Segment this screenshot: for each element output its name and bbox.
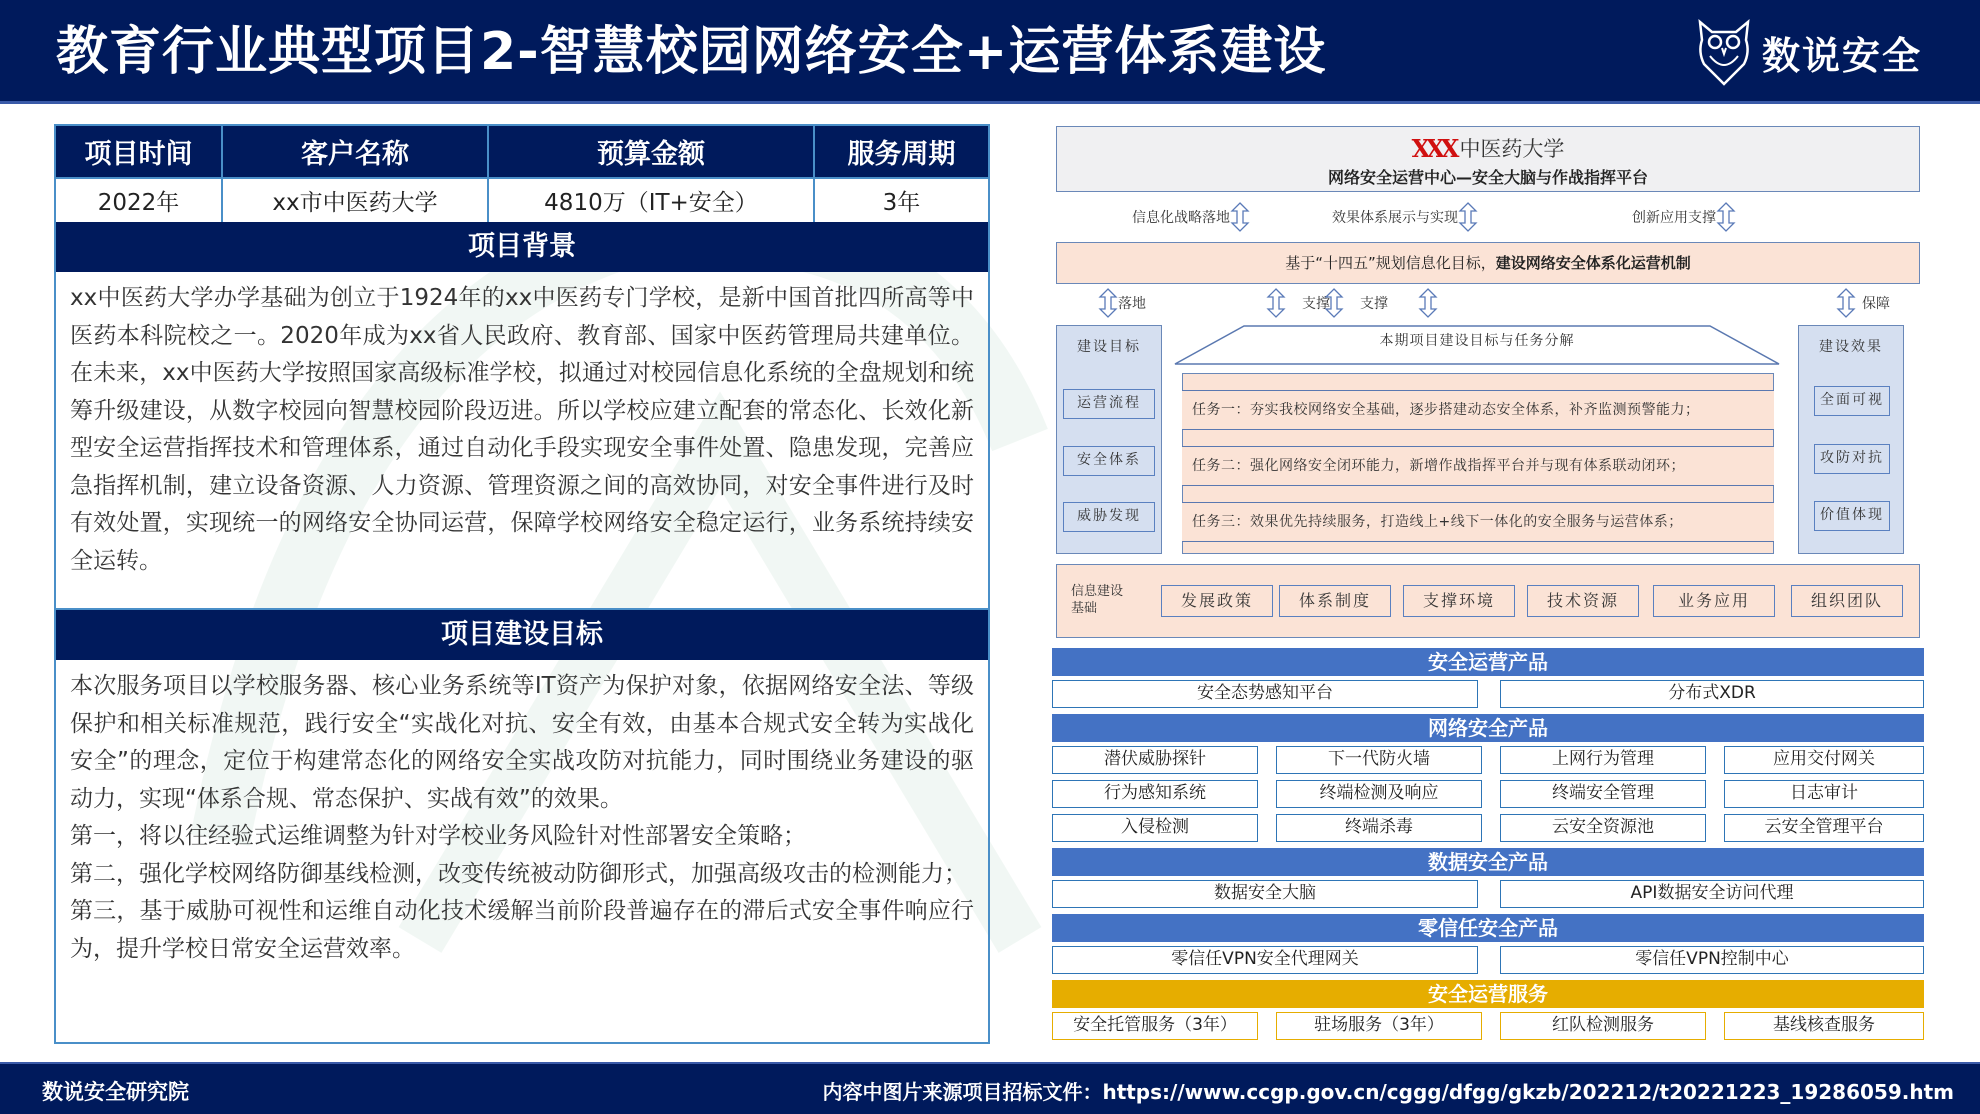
construction-effects-title: 建设效果	[1819, 339, 1883, 355]
arrow-label-text: 效果体系展示与实现	[1332, 210, 1458, 226]
foundation-item: 业务应用	[1653, 585, 1775, 617]
value-service-period: 3年	[814, 178, 988, 222]
project-info-panel	[54, 124, 990, 1044]
arrow-label-text: 创新应用支撑	[1632, 210, 1716, 226]
product-item: 上网行为管理	[1500, 746, 1706, 774]
task-item: 任务三：效果优先持续服务，打造线上+线下一体化的安全服务与运营体系；	[1182, 502, 1774, 542]
header-service-period: 服务周期	[814, 126, 988, 178]
double-arrow-icon	[1098, 288, 1118, 318]
task-item: 任务二：强化网络安全闭环能力，新增作战指挥平台并与现有体系联动闭环；	[1182, 446, 1774, 486]
construction-goals-title: 建设目标	[1077, 339, 1141, 355]
product-item: 终端杀毒	[1276, 814, 1482, 842]
product-item: 行为感知系统	[1052, 780, 1258, 808]
brand-logo	[1696, 18, 1922, 86]
product-item: 云安全管理平台	[1724, 814, 1924, 842]
foundation-item: 发展政策	[1161, 585, 1273, 617]
university-label: 中医药大学	[1459, 137, 1565, 161]
platform-box	[1056, 126, 1920, 192]
product-item: 潜伏威胁探针	[1052, 746, 1258, 774]
goals-paragraph: 第二，强化学校网络防御基线检测，改变传统被动防御形式，加强高级攻击的检测能力；	[70, 860, 967, 887]
product-item: 零信任VPN安全代理网关	[1052, 946, 1478, 974]
construction-effects-column	[1798, 325, 1904, 554]
owl-logo-icon	[1696, 18, 1752, 86]
effect-item: 全面可视	[1814, 386, 1890, 416]
plan-emphasis: 建设网络安全体系化运营机制	[1495, 254, 1691, 272]
double-arrow-icon	[1266, 288, 1286, 318]
construction-goals-column	[1056, 325, 1162, 554]
arrow-support-3	[1418, 288, 1438, 318]
product-item: 数据安全大脑	[1052, 880, 1478, 908]
arrow-innovation	[1632, 202, 1736, 232]
value-budget: 4810万（IT+安全）	[488, 178, 814, 222]
info-foundation-box	[1056, 564, 1920, 638]
arrow-label-text: 信息化战略落地	[1132, 210, 1230, 226]
product-item: 下一代防火墙	[1276, 746, 1482, 774]
university-name	[1057, 133, 1919, 163]
foundation-item: 技术资源	[1527, 585, 1639, 617]
header-budget: 预算金额	[488, 126, 814, 178]
arrow-support-1	[1266, 288, 1330, 318]
product-item: 日志审计	[1724, 780, 1924, 808]
arrow-guarantee	[1836, 288, 1890, 318]
arrow-effect	[1332, 202, 1478, 232]
product-item: 零信任VPN控制中心	[1500, 946, 1924, 974]
page-title: 教育行业典型项目2-智慧校园网络安全+运营体系建设	[56, 22, 1327, 82]
footer-org: 数说安全研究院	[42, 1080, 189, 1104]
arrow-strategy	[1132, 202, 1250, 232]
product-item: 云安全资源池	[1500, 814, 1706, 842]
double-arrow-icon	[1458, 202, 1478, 232]
header-bar	[0, 0, 1980, 104]
header-project-time: 项目时间	[56, 126, 222, 178]
category-ops-services: 安全运营服务	[1052, 980, 1924, 1008]
plan-box	[1056, 242, 1920, 284]
product-item: 应用交付网关	[1724, 746, 1924, 774]
product-item: 终端检测及响应	[1276, 780, 1482, 808]
category-zerotrust-products: 零信任安全产品	[1052, 914, 1924, 942]
foundation-item: 体系制度	[1279, 585, 1391, 617]
footer-bar	[0, 1062, 1980, 1114]
goal-item: 安全体系	[1063, 446, 1155, 476]
product-item: 分布式XDR	[1500, 680, 1924, 708]
background-heading: 项目背景	[56, 222, 988, 272]
service-item: 安全托管服务（3年）	[1052, 1012, 1258, 1040]
arrow-support-2	[1324, 288, 1388, 318]
effect-item: 攻防对抗	[1814, 444, 1890, 474]
category-ops-products: 安全运营产品	[1052, 648, 1924, 676]
double-arrow-icon	[1324, 288, 1344, 318]
project-info-table	[56, 126, 988, 222]
footer-source-link[interactable]: 内容中图片来源项目招标文件：https://www.ccgp.gov.cn/cggg/dfgg/gkzb/202212/t20221223_19286059.htm	[822, 1080, 1954, 1104]
foundation-item: 组织团队	[1791, 585, 1903, 617]
category-network-products: 网络安全产品	[1052, 714, 1924, 742]
arrow-landing	[1098, 288, 1146, 318]
plan-prefix: 基于“十四五”规划信息化目标，	[1285, 254, 1496, 272]
goals-paragraph: 第三，基于威胁可视性和运维自动化技术缓解当前阶段普遍存在的滞后式安全事件响应行为，提升学校日常安全运营效率。	[70, 898, 974, 962]
arrow-label-text: 支撑	[1302, 296, 1330, 312]
effect-item: 价值体现	[1814, 501, 1890, 531]
goal-item: 运营流程	[1063, 389, 1155, 419]
service-item: 基线核查服务	[1724, 1012, 1924, 1040]
goals-paragraph: 本次服务项目以学校服务器、核心业务系统等IT资产为保护对象，依据网络安全法、等级保护和相关标准规范，践行安全“实战化对抗、安全有效，由基本合规式安全转为实战化安全”的理念，定位于构建常态化的网络安全实战攻防对抗能力，同时围绕业务建设的驱动力，实现“体系合规、常态保护、实战有效”的效果。	[70, 673, 974, 812]
task-item: 任务一：夯实我校网络安全基础，逐步搭建动态安全体系，补齐监测预警能力；	[1182, 390, 1774, 430]
double-arrow-icon	[1418, 288, 1438, 318]
architecture-diagram	[1048, 120, 1928, 1050]
service-item: 驻场服务（3年）	[1276, 1012, 1482, 1040]
product-item: 安全态势感知平台	[1052, 680, 1478, 708]
brand-name: 数说安全	[1762, 33, 1923, 78]
foundation-item: 支撑环境	[1403, 585, 1515, 617]
goals-heading: 项目建设目标	[56, 610, 988, 660]
value-customer-name: xx市中医药大学	[222, 178, 488, 222]
goals-text	[56, 660, 988, 976]
arrow-label-text: 保障	[1862, 296, 1890, 312]
product-item: API数据安全访问代理	[1500, 880, 1924, 908]
xxx-mark: XXX	[1411, 133, 1456, 163]
double-arrow-icon	[1230, 202, 1250, 232]
background-text: xx中医药大学办学基础为创立于1924年的xx中医药专门学校，是新中国首批四所高等中医药本科院校之一。2020年成为xx省人民政府、教育部、国家中医药管理局共建单位。在未来，xx中医药大学按照国家高级标准学校，拟通过对校园信息化系统的全盘规划和统筹升级建设，从数字校园向智慧校园阶段迈进。所以学校应建立配套的常态化、长效化新型安全运营指挥技术和管理体系，通过自动化手段实现安全事件处置、隐患发现，完善应急指挥机制，建立设备资源、人力资源、管理资源之间的高效协同，对安全事件进行及时有效处置，实现统一的网络安全协同运营，保障学校网络安全稳定运行，业务系统持续安全运转。	[56, 272, 988, 610]
tasks-area	[1182, 373, 1774, 554]
platform-label: 网络安全运营中心—安全大脑与作战指挥平台	[1327, 168, 1648, 187]
service-item: 红队检测服务	[1500, 1012, 1706, 1040]
goal-item: 威胁发现	[1063, 502, 1155, 532]
foundation-label: 信息建设基础	[1071, 584, 1124, 616]
arrow-label-text: 落地	[1118, 296, 1146, 312]
double-arrow-icon	[1716, 202, 1736, 232]
goals-paragraph: 第一，将以往经验式运维调整为针对学校业务风险针对性部署安全策略；	[70, 823, 806, 849]
arrow-label-text: 支撑	[1360, 296, 1388, 312]
category-data-products: 数据安全产品	[1052, 848, 1924, 876]
product-item: 入侵检测	[1052, 814, 1258, 842]
value-project-time: 2022年	[56, 178, 222, 222]
tasks-title: 本期项目建设目标与任务分解	[1379, 333, 1575, 349]
double-arrow-icon	[1836, 288, 1856, 318]
product-item: 终端安全管理	[1500, 780, 1706, 808]
header-customer-name: 客户名称	[222, 126, 488, 178]
